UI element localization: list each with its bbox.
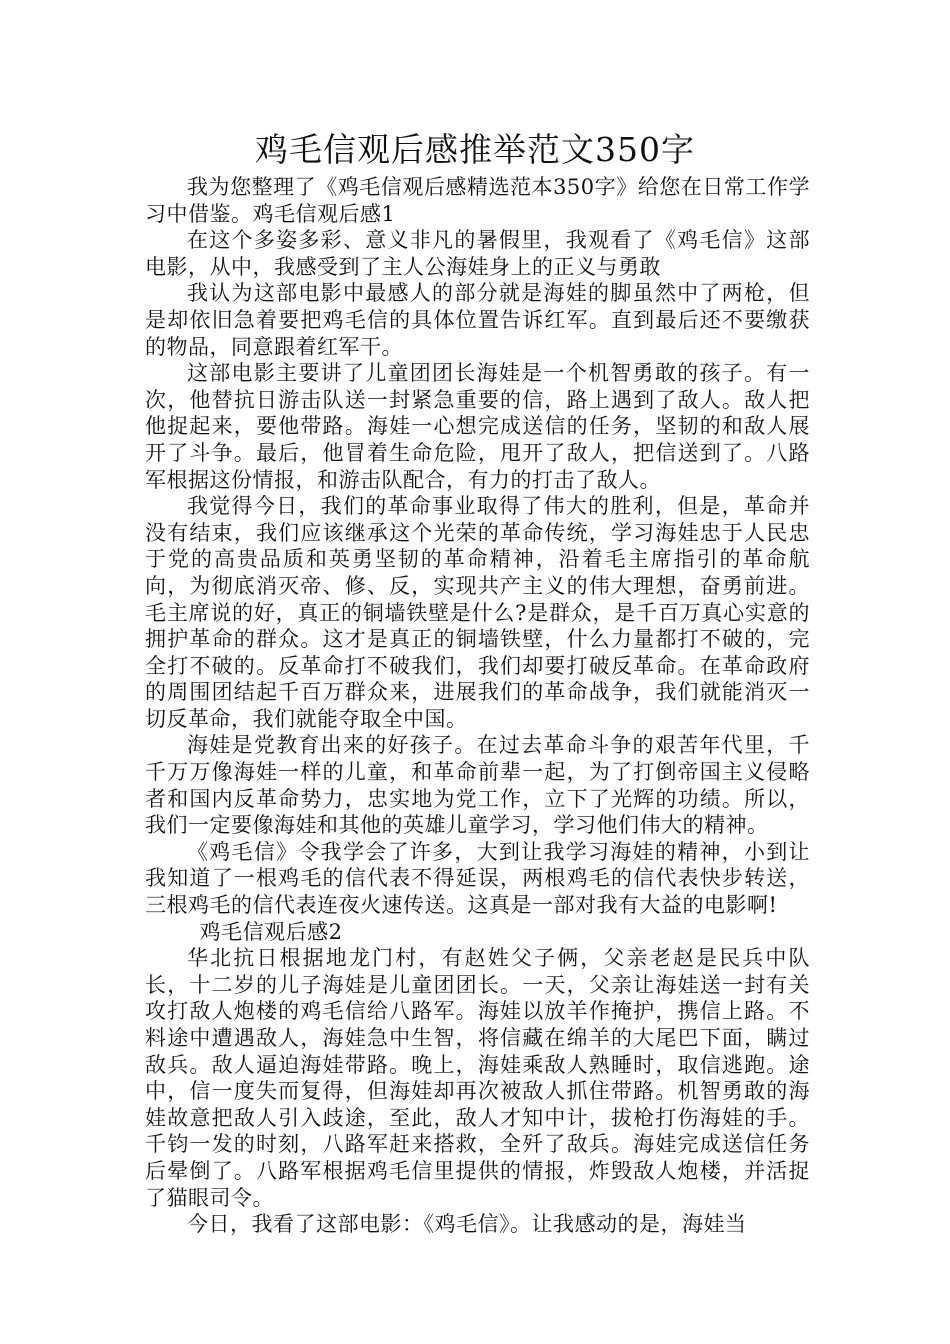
paragraph: 《鸡毛信》令我学会了许多，大到让我学习海娃的精神，小到让我知道了一根鸡毛的信代表不得延误，两根鸡毛的信代表快步转送，三根鸡毛的信代表连夜火速传送。这真是一部对我有大益的电影啊! [145,839,810,918]
paragraph: 我为您整理了《鸡毛信观后感精选范本350字》给您在日常工作学习中借鉴。鸡毛信观后感1 [145,175,810,226]
paragraph: 今日，我看了这部电影：《鸡毛信》。让我感动的是，海娃当 [187,1212,747,1237]
document-title: 鸡毛信观后感推举范文350字 [255,130,695,169]
paragraph: 我觉得今日，我们的革命事业取得了伟大的胜利，但是，革命并没有结束，我们应该继承这个光荣的革命传统，学习海娃忠于人民忠于党的高贵品质和英勇坚韧的革命精神，沿着毛主席指引的革命航向，为彻底消灭帝、修、反，实现共产主义的伟大理想，奋勇前进。毛主席说的好，真正的铜墙铁壁是什么?是群众，是千百万真心实意的拥护革命的群众。这才是真正的铜墙铁壁，什么力量都打不破的，完全打不破的。反革命打不破我们，我们却要打破反革命。在革命政府的周围团结起千百万群众来，进展我们的革命战争，我们就能消灭一切反革命，我们就能夺取全中国。 [145,494,810,731]
paragraph: 华北抗日根据地龙门村，有赵姓父子俩，父亲老赵是民兵中队长，十二岁的儿子海娃是儿童团团长。一天，父亲让海娃送一封有关攻打敌人炮楼的鸡毛信给八路军。海娃以放羊作掩护，携信上路。不料途中遭遇敌人，海娃急中生智，将信藏在绵羊的大尾巴下面，瞒过敌兵。敌人逼迫海娃带路。晚上，海娃乘敌人熟睡时，取信逃跑。途中，信一度失而复得，但海娃却再次被敌人抓住带路。机智勇敢的海娃故意把敌人引入歧途，至此，敌人才知中计，拔枪打伤海娃的手。千钧一发的时刻，八路军赶来搭救，全歼了敌兵。海娃完成送信任务后晕倒了。八路军根据鸡毛信里提供的情报，炸毁敌人炮楼，并活捉了猫眼司令。 [145,946,810,1210]
document-body [145,174,810,1238]
paragraph: 我认为这部电影中最感人的部分就是海娃的脚虽然中了两枪，但是却依旧急着要把鸡毛信的具体位置告诉红军。直到最后还不要缴获的物品，同意跟着红军干。 [145,281,810,359]
paragraph: 在这个多姿多彩、意义非凡的暑假里，我观看了《鸡毛信》这部电影，从中，我感受到了主人公海娃身上的正义与勇敢 [145,228,810,279]
paragraph: 这部电影主要讲了儿童团团长海娃是一个机智勇敢的孩子。有一次，他替抗日游击队送一封紧急重要的信，路上遇到了敌人。敌人把他捉起来，要他带路。海娃一心想完成送信的任务，坚韧的和敌人展开了斗争。最后，他冒着生命危险，甩开了敌人，把信送到了。八路军根据这份情报，和游击队配合，有力的打击了敌人。 [145,361,810,492]
paragraph: 海娃是党教育出来的好孩子。在过去革命斗争的艰苦年代里，千千万万像海娃一样的儿童，和革命前辈一起，为了打倒帝国主义侵略者和国内反革命势力，忠实地为党工作，立下了光辉的功绩。所以，我们一定要像海娃和其他的英雄儿童学习，学习他们伟大的精神。 [145,733,810,838]
section-heading: 鸡毛信观后感2 [199,919,343,944]
